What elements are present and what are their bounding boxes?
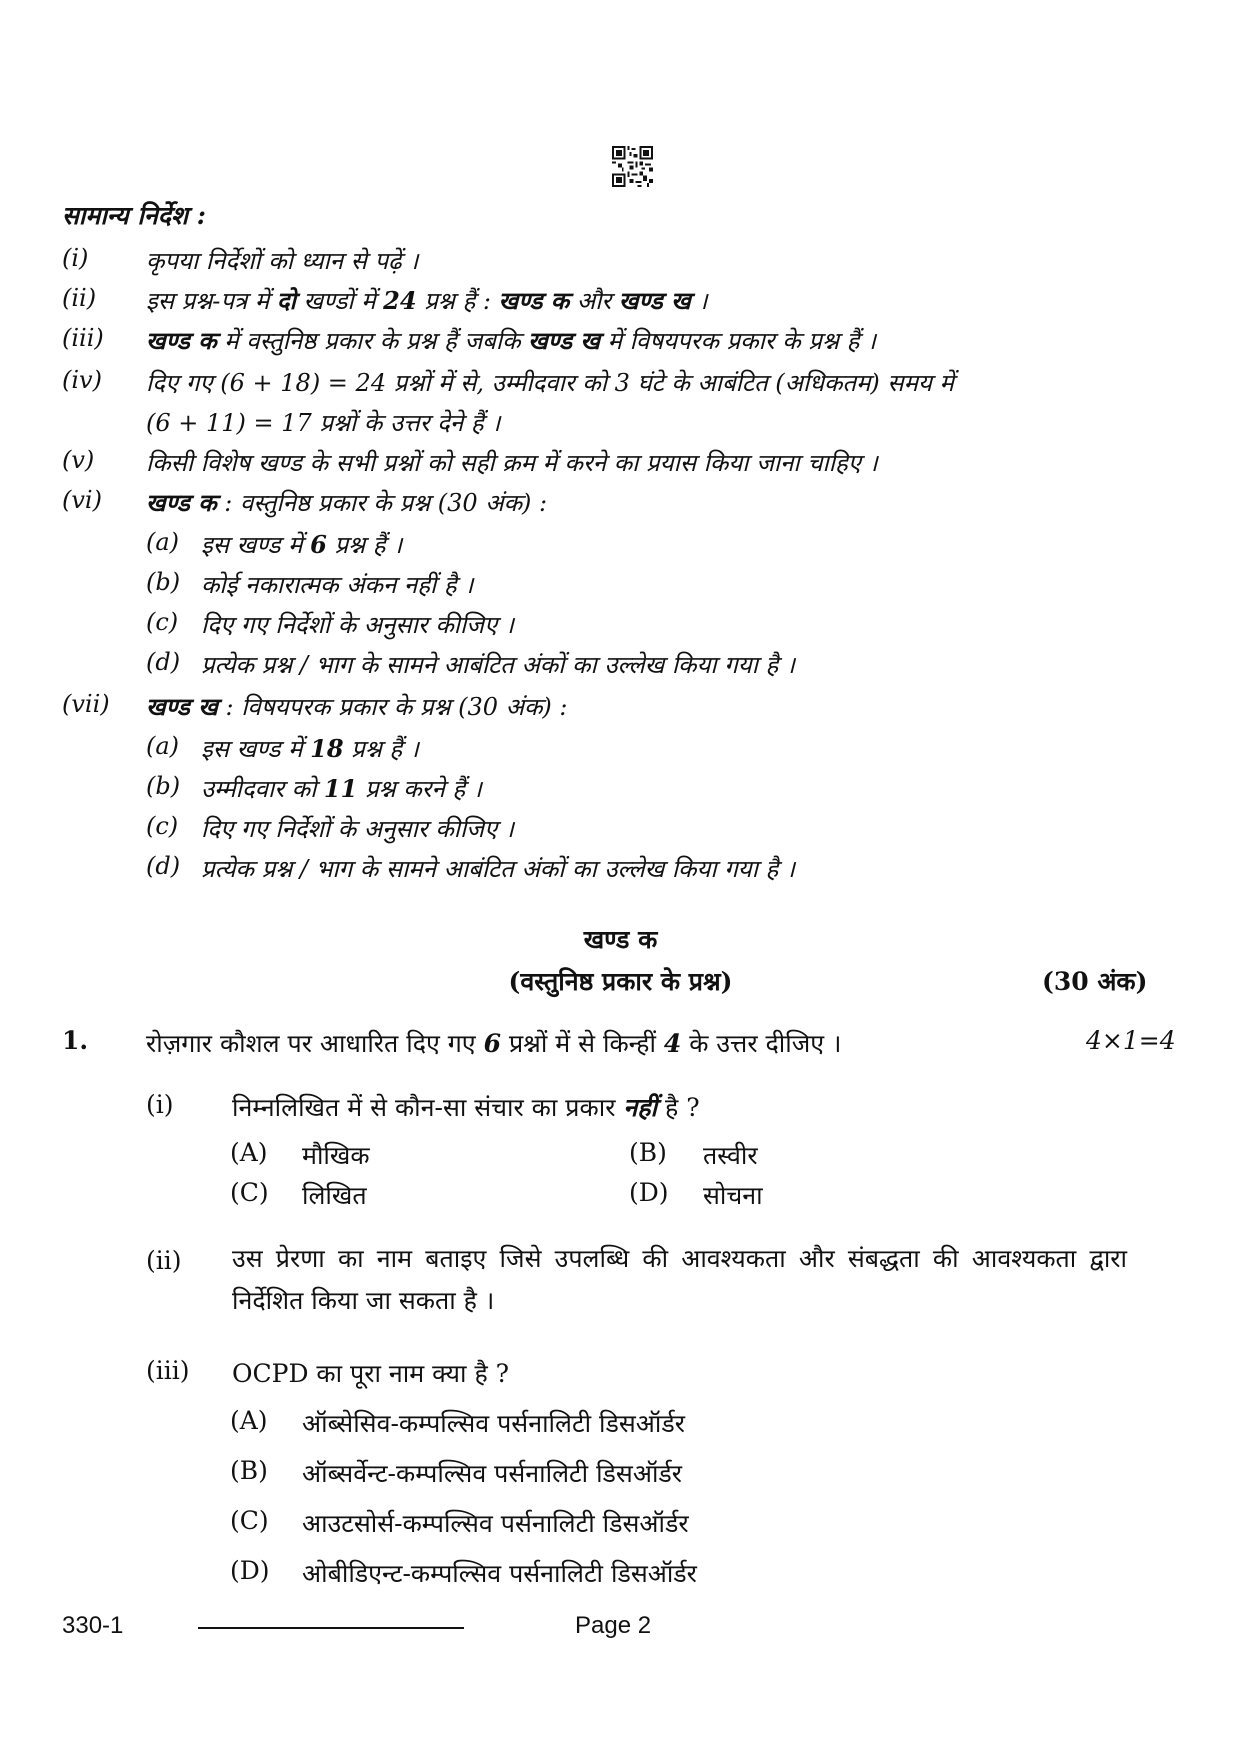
instruction-text: दिए गए (6 + 18) = 24 प्रश्नों में से, उम्मीदवार को 3 घंटे के आबंटित (अधिकतम) समय में [146,369,954,397]
rule-label: (c) [146,608,179,636]
subquestion-text: निम्नलिखित में से कौन-सा संचार का प्रकार नहीं है ? [232,1093,700,1122]
instruction-text: खण्ड क में वस्तुनिष्ठ प्रकार के प्रश्न हैं जबकि खण्ड ख में विषयपरक प्रकार के प्रश्न हैं । [146,326,877,355]
instruction-text: इस प्रश्न-पत्र में दो खण्डों में 24 प्रश्न हैं : खण्ड क और खण्ड ख । [146,286,708,315]
rule-text: इस खण्ड में 18 प्रश्न हैं । [201,734,419,763]
rule-label: (a) [146,528,180,556]
footer-rule [198,1627,464,1629]
instruction-text: खण्ड क : वस्तुनिष्ठ प्रकार के प्रश्न (30 अंक) : [146,488,548,517]
general-instructions-title: सामान्य निर्देश : [62,201,206,230]
rule-text: प्रत्येक प्रश्न / भाग के सामने आबंटित अंकों का उल्लेख किया गया है । [201,651,796,679]
subquestion-text: उस प्रेरणा का नाम बताइए जिसे उपलब्धि की आवश्यकता और संबद्धता की आवश्यकता द्वारा निर्देशित किया जा सकता है । [232,1244,1127,1315]
rule-text: उम्मीदवार को 11 प्रश्न करने हैं । [201,774,482,803]
subquestion-number: (iii) [146,1356,190,1385]
question-marks: 4×1=4 [1086,1026,1176,1055]
instruction-number: (v) [62,446,95,474]
option-text: आउटसोर्स-कम्पल्सिव पर्सनालिटी डिसऑर्डर [302,1509,689,1538]
option-label: (D) [629,1178,669,1207]
question-text: रोज़गार कौशल पर आधारित दिए गए 6 प्रश्नों में से किन्हीं 4 के उत्तर दीजिए । [146,1029,842,1058]
option-text: मौखिक [302,1141,370,1170]
instruction-number: (iv) [62,366,102,394]
option-text: ओबीडिएन्ट-कम्पल्सिव पर्सनालिटी डिसऑर्डर [302,1559,697,1588]
rule-text: दिए गए निर्देशों के अनुसार कीजिए । [201,611,514,639]
rule-label: (a) [146,732,180,760]
instruction-number: (i) [62,244,89,272]
instruction-number: (vii) [62,690,110,718]
option-label: (B) [629,1138,667,1167]
option-label: (A) [230,1138,268,1167]
subquestion-text: OCPD का पूरा नाम क्या है ? [232,1359,510,1388]
option-label: (D) [230,1556,270,1585]
section-subtitle: (वस्तुनिष्ठ प्रकार के प्रश्न) [508,967,733,996]
qr-code [612,146,653,187]
instruction-number: (iii) [62,324,104,352]
instruction-number: (vi) [62,486,102,514]
rule-text: दिए गए निर्देशों के अनुसार कीजिए । [201,815,514,843]
option-label: (C) [230,1506,269,1535]
page-number: Page 2 [575,1612,652,1639]
instruction-number: (ii) [62,284,97,312]
subquestion-number: (ii) [146,1246,182,1275]
option-label: (B) [230,1456,268,1485]
option-label: (C) [230,1178,269,1207]
instruction-text: किसी विशेष खण्ड के सभी प्रश्नों को सही क्रम में करने का प्रयास किया जाना चाहिए । [146,449,878,477]
section-marks: (30 अंक) [1042,967,1148,996]
rule-label: (b) [146,772,181,800]
instruction-text: कृपया निर्देशों को ध्यान से पढ़ें । [146,247,419,275]
rule-label: (d) [146,648,181,676]
option-text: लिखित [302,1181,367,1210]
option-label: (A) [230,1406,268,1435]
rule-label: (b) [146,568,181,596]
paper-code: 330-1 [62,1612,124,1639]
rule-label: (c) [146,812,179,840]
option-text: ऑब्सर्वेन्ट-कम्पल्सिव पर्सनालिटी डिसऑर्डर [302,1459,682,1488]
option-text: तस्वीर [703,1141,758,1170]
rule-text: प्रत्येक प्रश्न / भाग के सामने आबंटित अंकों का उल्लेख किया गया है । [201,855,796,883]
question-number: 1. [62,1026,89,1055]
subquestion-number: (i) [146,1090,174,1119]
rule-text: इस खण्ड में 6 प्रश्न हैं । [201,530,403,559]
rule-text: कोई नकारात्मक अंकन नहीं है । [201,571,474,599]
option-text: ऑब्सेसिव-कम्पल्सिव पर्सनालिटी डिसऑर्डर [302,1409,685,1438]
instruction-text: खण्ड ख : विषयपरक प्रकार के प्रश्न (30 अंक) : [146,692,568,721]
instruction-text: (6 + 11) = 17 प्रश्नों के उत्तर देने हैं । [146,409,501,437]
option-text: सोचना [703,1181,763,1210]
section-title: खण्ड क [583,925,658,954]
rule-label: (d) [146,852,181,880]
